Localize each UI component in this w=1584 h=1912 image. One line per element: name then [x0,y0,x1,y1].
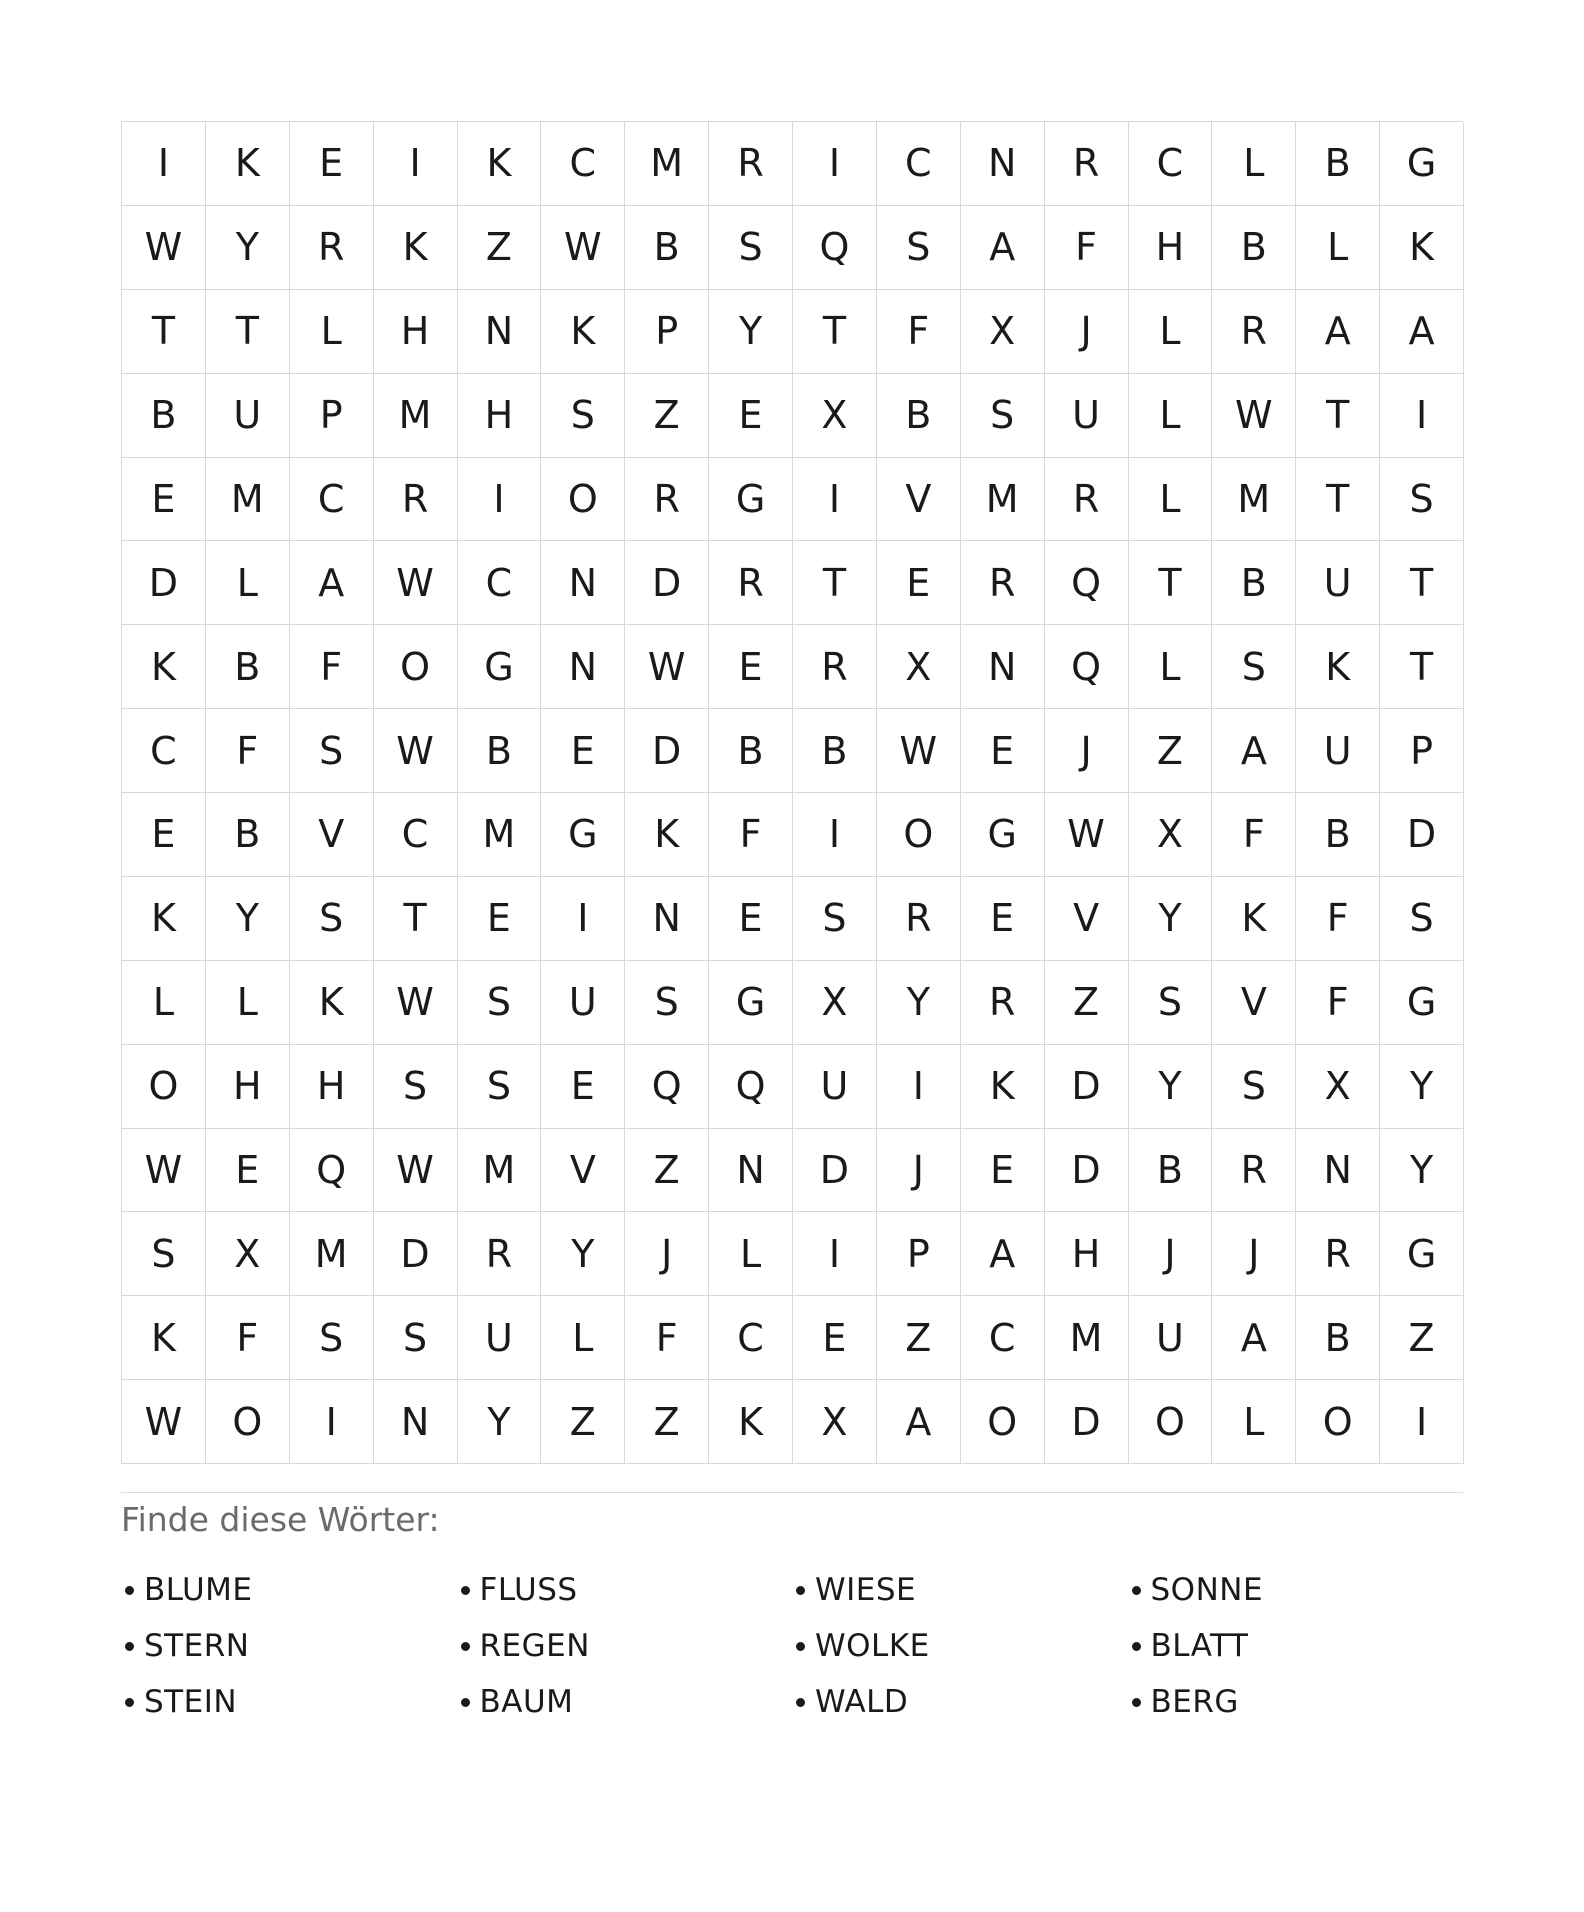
grid-cell[interactable]: B [793,709,877,793]
grid-cell[interactable]: L [709,1212,793,1296]
grid-cell[interactable]: N [541,625,625,709]
word-label: REGEN [479,1628,590,1664]
word-list-item [792,1562,1128,1618]
grid-cell[interactable]: X [793,374,877,458]
word-label: SONNE [1150,1572,1264,1608]
grid-cell[interactable]: C [877,122,961,206]
grid-cell[interactable]: Y [877,961,961,1045]
grid-cell[interactable]: I [1380,374,1464,458]
grid-cell[interactable]: S [625,961,709,1045]
word-label: STERN [144,1628,250,1664]
bullet-icon [1132,1642,1141,1651]
grid-cell[interactable]: F [1296,877,1380,961]
grid-cell[interactable]: E [541,709,625,793]
word-label: WOLKE [815,1628,930,1664]
grid-cell[interactable]: Z [877,1296,961,1380]
word-label: BERG [1150,1684,1239,1720]
grid-cell[interactable]: C [541,122,625,206]
letter-grid [121,121,1463,1464]
grid-cell[interactable]: B [206,793,290,877]
grid-cell[interactable]: G [458,625,542,709]
grid-cell[interactable]: K [374,206,458,290]
grid-cell[interactable]: W [625,625,709,709]
grid-cell[interactable]: D [1380,793,1464,877]
word-label: BLATT [1150,1628,1249,1664]
grid-cell[interactable]: F [1296,961,1380,1045]
grid-cell[interactable]: B [1212,206,1296,290]
grid-cell[interactable]: E [961,877,1045,961]
grid-cell[interactable]: Y [458,1380,542,1464]
grid-cell[interactable]: D [374,1212,458,1296]
grid-cell[interactable]: S [290,1296,374,1380]
grid-cell[interactable]: S [541,374,625,458]
grid-cell[interactable]: W [122,1380,206,1464]
grid-cell[interactable]: Q [793,206,877,290]
grid-cell[interactable]: M [458,793,542,877]
word-list-item [792,1618,1128,1674]
grid-cell[interactable]: A [1212,1296,1296,1380]
grid-cell[interactable]: R [961,541,1045,625]
grid-cell[interactable]: S [793,877,877,961]
grid-cell[interactable]: L [541,1296,625,1380]
grid-cell[interactable]: F [877,290,961,374]
grid-cell[interactable]: B [1129,1129,1213,1213]
grid-cell[interactable]: E [290,122,374,206]
grid-cell[interactable]: I [877,1045,961,1129]
grid-cell[interactable]: U [206,374,290,458]
grid-cell[interactable]: E [793,1296,877,1380]
grid-cell[interactable]: M [961,458,1045,542]
word-search-puzzle [121,121,1463,1464]
grid-cell[interactable]: T [1380,541,1464,625]
grid-cell[interactable]: L [1129,290,1213,374]
word-list-item [1128,1618,1464,1674]
grid-cell[interactable]: X [793,961,877,1045]
grid-cell[interactable]: I [793,122,877,206]
bullet-icon [461,1642,470,1651]
bullet-icon [125,1698,134,1707]
grid-cell[interactable]: Q [1045,625,1129,709]
grid-cell[interactable]: B [1296,1296,1380,1380]
grid-cell[interactable]: T [1129,541,1213,625]
grid-cell[interactable]: B [1212,541,1296,625]
grid-cell[interactable]: S [374,1045,458,1129]
grid-cell[interactable]: M [1045,1296,1129,1380]
grid-cell[interactable]: U [1129,1296,1213,1380]
grid-cell[interactable]: Y [206,877,290,961]
grid-cell[interactable]: D [1045,1380,1129,1464]
grid-cell[interactable]: F [709,793,793,877]
grid-cell[interactable]: Z [1129,709,1213,793]
grid-cell[interactable]: M [1212,458,1296,542]
grid-cell[interactable]: O [1296,1380,1380,1464]
grid-cell[interactable]: S [458,961,542,1045]
grid-cell[interactable]: H [206,1045,290,1129]
word-list-title: Finde diese Wörter: [121,1500,440,1539]
grid-cell[interactable]: Y [709,290,793,374]
grid-cell[interactable]: W [374,961,458,1045]
grid-cell[interactable]: S [290,709,374,793]
bullet-icon [1132,1698,1141,1707]
grid-cell[interactable]: I [458,458,542,542]
grid-cell[interactable]: K [541,290,625,374]
grid-cell[interactable]: Y [1380,1045,1464,1129]
bullet-icon [461,1698,470,1707]
word-list [121,1562,1463,1730]
grid-cell[interactable]: B [625,206,709,290]
grid-cell[interactable]: C [374,793,458,877]
grid-cell[interactable]: Z [625,1380,709,1464]
grid-cell[interactable]: O [877,793,961,877]
grid-cell[interactable]: Z [541,1380,625,1464]
grid-cell[interactable]: G [709,961,793,1045]
grid-cell[interactable]: E [709,374,793,458]
grid-cell[interactable]: V [290,793,374,877]
grid-cell[interactable]: I [541,877,625,961]
grid-cell[interactable]: B [709,709,793,793]
grid-cell[interactable]: E [206,1129,290,1213]
grid-cell[interactable]: K [625,793,709,877]
grid-cell[interactable]: O [541,458,625,542]
bullet-icon [125,1642,134,1651]
grid-cell[interactable]: L [1129,625,1213,709]
grid-cell[interactable]: S [458,1045,542,1129]
grid-cell[interactable]: U [1296,709,1380,793]
word-label: WIESE [815,1572,917,1608]
grid-cell[interactable]: T [793,541,877,625]
grid-cell[interactable]: D [625,709,709,793]
grid-cell[interactable]: R [1045,458,1129,542]
bullet-icon [796,1642,805,1651]
grid-cell[interactable]: T [206,290,290,374]
grid-cell[interactable]: R [1296,1212,1380,1296]
grid-cell[interactable]: A [1380,290,1464,374]
grid-cell[interactable]: L [206,541,290,625]
word-list-item [457,1618,793,1674]
grid-cell[interactable]: H [290,1045,374,1129]
grid-cell[interactable]: K [961,1045,1045,1129]
grid-cell[interactable]: S [877,206,961,290]
grid-cell[interactable]: X [877,625,961,709]
grid-cell[interactable]: Z [625,1129,709,1213]
grid-cell[interactable]: K [709,1380,793,1464]
grid-cell[interactable]: N [541,541,625,625]
bullet-icon [125,1586,134,1595]
grid-cell[interactable]: E [709,625,793,709]
word-list-item [121,1674,457,1730]
grid-cell[interactable]: F [206,709,290,793]
grid-cell[interactable]: C [122,709,206,793]
grid-cell[interactable]: O [374,625,458,709]
grid-cell[interactable]: U [793,1045,877,1129]
divider [121,1492,1463,1493]
grid-cell[interactable]: I [793,793,877,877]
grid-cell[interactable]: G [961,793,1045,877]
grid-cell[interactable]: J [877,1129,961,1213]
grid-cell[interactable]: H [1129,206,1213,290]
grid-cell[interactable]: J [1212,1212,1296,1296]
grid-cell[interactable]: R [290,206,374,290]
bullet-icon [1132,1586,1141,1595]
grid-cell[interactable]: T [374,877,458,961]
word-label: WALD [815,1684,909,1720]
grid-cell[interactable]: W [1045,793,1129,877]
grid-cell[interactable]: U [458,1296,542,1380]
grid-cell[interactable]: S [122,1212,206,1296]
grid-cell[interactable]: K [1296,625,1380,709]
grid-cell[interactable]: C [1129,122,1213,206]
grid-cell[interactable]: S [709,206,793,290]
bullet-icon [796,1698,805,1707]
grid-cell[interactable]: S [290,877,374,961]
grid-cell[interactable]: L [1212,122,1296,206]
grid-cell[interactable]: N [1296,1129,1380,1213]
grid-cell[interactable]: D [793,1129,877,1213]
grid-cell[interactable]: Z [1045,961,1129,1045]
grid-cell[interactable]: Y [206,206,290,290]
grid-cell[interactable]: K [458,122,542,206]
grid-cell[interactable]: P [1380,709,1464,793]
grid-cell[interactable]: R [709,541,793,625]
word-label: BAUM [479,1684,574,1720]
grid-cell[interactable]: E [961,709,1045,793]
grid-cell[interactable]: S [1380,458,1464,542]
grid-cell[interactable]: V [1045,877,1129,961]
word-label: STEIN [144,1684,238,1720]
grid-cell[interactable]: J [1129,1212,1213,1296]
grid-cell[interactable]: O [206,1380,290,1464]
grid-cell[interactable]: X [1296,1045,1380,1129]
grid-cell[interactable]: K [122,625,206,709]
grid-cell[interactable]: J [1045,709,1129,793]
grid-cell[interactable]: A [961,1212,1045,1296]
grid-cell[interactable]: Q [625,1045,709,1129]
grid-cell[interactable]: Q [290,1129,374,1213]
grid-cell[interactable]: W [541,206,625,290]
grid-cell[interactable]: S [1212,1045,1296,1129]
grid-cell[interactable]: H [374,290,458,374]
grid-cell[interactable]: I [374,122,458,206]
grid-cell[interactable]: V [877,458,961,542]
grid-cell[interactable]: E [541,1045,625,1129]
grid-cell[interactable]: N [709,1129,793,1213]
grid-cell[interactable]: T [1296,374,1380,458]
grid-cell[interactable]: U [1045,374,1129,458]
grid-cell[interactable]: D [625,541,709,625]
grid-cell[interactable]: P [877,1212,961,1296]
grid-cell[interactable]: K [122,877,206,961]
grid-cell[interactable]: O [1129,1380,1213,1464]
grid-cell[interactable]: I [793,458,877,542]
grid-cell[interactable]: R [793,625,877,709]
grid-cell[interactable]: Z [458,206,542,290]
grid-cell[interactable]: M [458,1129,542,1213]
grid-cell[interactable]: R [1212,1129,1296,1213]
grid-cell[interactable]: W [1212,374,1296,458]
word-list-item [1128,1562,1464,1618]
grid-cell[interactable]: L [1212,1380,1296,1464]
grid-cell[interactable]: Y [541,1212,625,1296]
grid-cell[interactable]: R [1045,122,1129,206]
grid-cell[interactable]: N [458,290,542,374]
grid-cell[interactable]: K [290,961,374,1045]
grid-cell[interactable]: M [290,1212,374,1296]
grid-cell[interactable]: L [1129,374,1213,458]
grid-cell[interactable]: C [709,1296,793,1380]
grid-cell[interactable]: W [122,1129,206,1213]
grid-cell[interactable]: X [961,290,1045,374]
grid-cell[interactable]: S [374,1296,458,1380]
word-label: FLUSS [479,1572,578,1608]
grid-cell[interactable]: R [1212,290,1296,374]
word-list-item [792,1674,1128,1730]
grid-cell[interactable]: M [206,458,290,542]
word-list-item [121,1562,457,1618]
grid-cell[interactable]: I [122,122,206,206]
grid-cell[interactable]: R [458,1212,542,1296]
grid-cell[interactable]: T [793,290,877,374]
grid-cell[interactable]: N [961,122,1045,206]
grid-cell[interactable]: K [122,1296,206,1380]
grid-cell[interactable]: G [1380,1212,1464,1296]
grid-cell[interactable]: Z [1380,1296,1464,1380]
grid-cell[interactable]: A [1296,290,1380,374]
grid-cell[interactable]: R [877,877,961,961]
grid-cell[interactable]: Z [625,374,709,458]
grid-cell[interactable]: K [1380,206,1464,290]
grid-cell[interactable]: R [625,458,709,542]
grid-cell[interactable]: T [122,290,206,374]
grid-cell[interactable]: R [709,122,793,206]
grid-cell[interactable]: X [793,1380,877,1464]
grid-cell[interactable]: N [961,625,1045,709]
grid-cell[interactable]: Y [1380,1129,1464,1213]
grid-cell[interactable]: I [1380,1380,1464,1464]
grid-cell[interactable]: M [625,122,709,206]
grid-cell[interactable]: B [1296,793,1380,877]
grid-cell[interactable]: T [1296,458,1380,542]
grid-cell[interactable]: F [206,1296,290,1380]
grid-cell[interactable]: B [206,625,290,709]
grid-cell[interactable]: O [122,1045,206,1129]
grid-cell[interactable]: L [1296,206,1380,290]
grid-cell[interactable]: U [541,961,625,1045]
grid-cell[interactable]: A [961,206,1045,290]
grid-cell[interactable]: L [290,290,374,374]
grid-cell[interactable]: V [1212,961,1296,1045]
grid-cell[interactable]: B [122,374,206,458]
grid-cell[interactable]: G [1380,122,1464,206]
grid-cell[interactable]: B [458,709,542,793]
grid-cell[interactable]: W [374,709,458,793]
grid-cell[interactable]: F [1212,793,1296,877]
grid-cell[interactable]: D [1045,1045,1129,1129]
grid-cell[interactable]: S [1129,961,1213,1045]
grid-cell[interactable]: I [793,1212,877,1296]
grid-cell[interactable]: Q [709,1045,793,1129]
grid-cell[interactable]: V [541,1129,625,1213]
grid-cell[interactable]: A [877,1380,961,1464]
grid-cell[interactable]: W [374,541,458,625]
grid-cell[interactable]: Y [1129,1045,1213,1129]
grid-cell[interactable]: U [1296,541,1380,625]
grid-cell[interactable]: F [625,1296,709,1380]
grid-cell[interactable]: N [625,877,709,961]
grid-cell[interactable]: C [961,1296,1045,1380]
grid-cell[interactable]: X [1129,793,1213,877]
grid-cell[interactable]: Q [1045,541,1129,625]
grid-cell[interactable]: W [374,1129,458,1213]
grid-cell[interactable]: E [122,458,206,542]
grid-cell[interactable]: S [961,374,1045,458]
grid-cell[interactable]: O [961,1380,1045,1464]
grid-cell[interactable]: F [1045,206,1129,290]
grid-cell[interactable]: N [374,1380,458,1464]
grid-cell[interactable]: L [1129,458,1213,542]
grid-cell[interactable]: H [458,374,542,458]
grid-cell[interactable]: Y [1129,877,1213,961]
grid-cell[interactable]: H [1045,1212,1129,1296]
grid-cell[interactable]: G [709,458,793,542]
grid-cell[interactable]: E [877,541,961,625]
grid-cell[interactable]: J [625,1212,709,1296]
grid-cell[interactable]: D [122,541,206,625]
grid-cell[interactable]: W [122,206,206,290]
grid-cell[interactable]: E [458,877,542,961]
grid-cell[interactable]: C [290,458,374,542]
bullet-icon [461,1586,470,1595]
grid-cell[interactable]: A [290,541,374,625]
grid-cell[interactable]: S [1212,625,1296,709]
grid-cell[interactable]: S [1380,877,1464,961]
grid-cell[interactable]: P [290,374,374,458]
grid-cell[interactable]: R [961,961,1045,1045]
grid-cell[interactable]: P [625,290,709,374]
grid-cell[interactable]: G [1380,961,1464,1045]
grid-cell[interactable]: K [1212,877,1296,961]
grid-cell[interactable]: W [877,709,961,793]
grid-cell[interactable]: A [1212,709,1296,793]
word-list-item [1128,1674,1464,1730]
grid-cell[interactable]: G [541,793,625,877]
word-list-item [457,1562,793,1618]
grid-cell[interactable]: J [1045,290,1129,374]
word-list-item [457,1674,793,1730]
grid-cell[interactable]: T [1380,625,1464,709]
grid-cell[interactable]: I [290,1380,374,1464]
grid-cell[interactable]: E [709,877,793,961]
grid-cell[interactable]: L [206,961,290,1045]
grid-cell[interactable]: F [290,625,374,709]
grid-cell[interactable]: L [122,961,206,1045]
grid-cell[interactable]: M [374,374,458,458]
word-label: BLUME [144,1572,253,1608]
grid-cell[interactable]: E [961,1129,1045,1213]
grid-cell[interactable]: X [206,1212,290,1296]
bullet-icon [796,1586,805,1595]
grid-cell[interactable]: B [1296,122,1380,206]
grid-cell[interactable]: R [374,458,458,542]
word-list-item [121,1618,457,1674]
grid-cell[interactable]: K [206,122,290,206]
grid-cell[interactable]: D [1045,1129,1129,1213]
grid-cell[interactable]: E [122,793,206,877]
grid-cell[interactable]: C [458,541,542,625]
grid-cell[interactable]: B [877,374,961,458]
